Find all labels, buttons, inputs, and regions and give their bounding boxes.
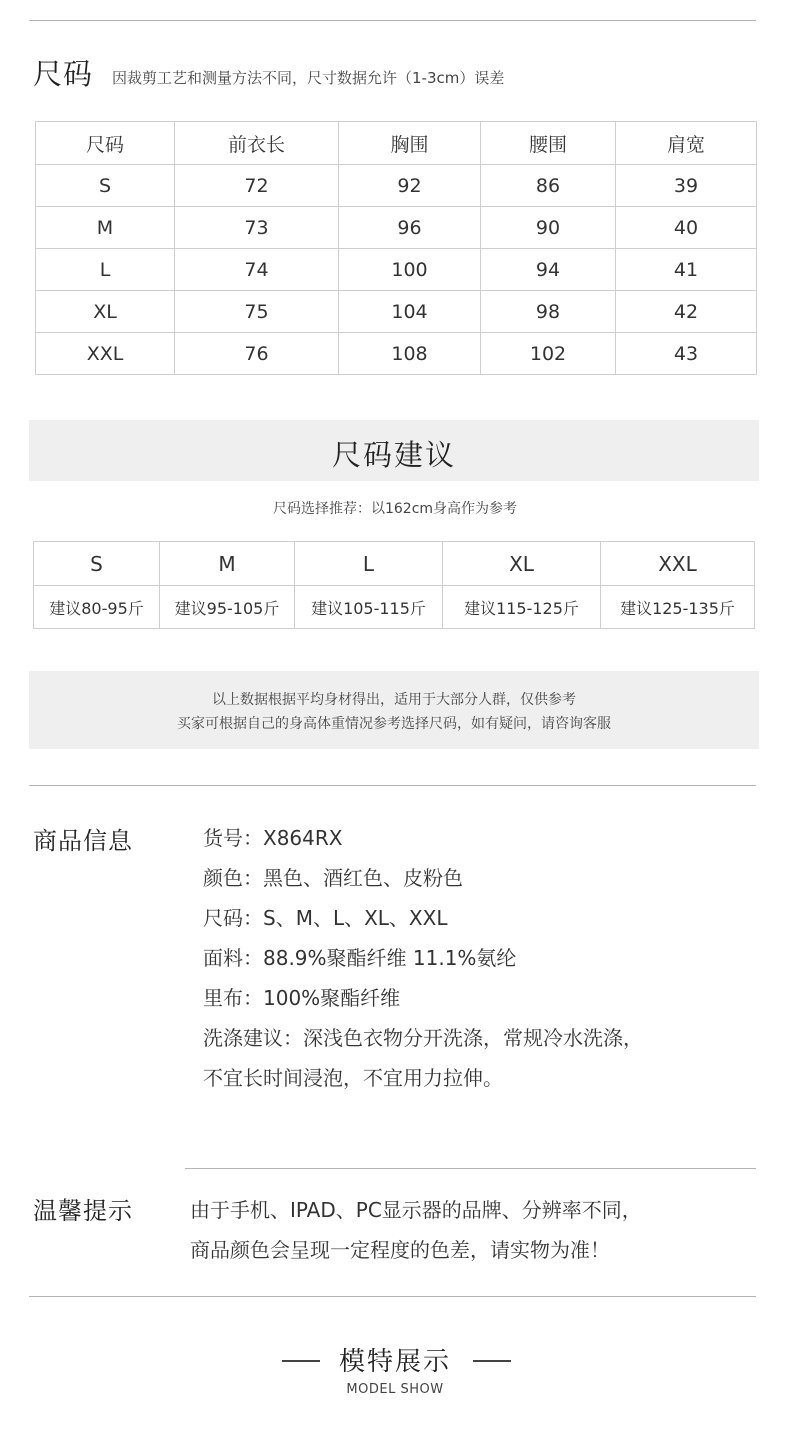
size-cell: M xyxy=(160,542,295,586)
table-cell: 98 xyxy=(481,291,616,333)
table-cell: 102 xyxy=(481,333,616,375)
recommendation-title: 尺码建议 xyxy=(331,438,456,472)
tips-label: 温馨提示 xyxy=(33,1197,133,1225)
product-info-list xyxy=(203,824,643,1104)
product-info-item: 颜色：黑色、酒红色、皮粉色 xyxy=(203,866,463,890)
table-cell: 40 xyxy=(616,207,757,249)
product-info-item: 洗涤建议：深浅色衣物分开洗涤，常规冷水洗涤， xyxy=(203,1026,643,1050)
table-row xyxy=(36,249,757,291)
table-cell: 75 xyxy=(175,291,339,333)
tips-divider xyxy=(185,1168,756,1169)
table-cell: S xyxy=(36,165,175,207)
weight-cell: 建议95-105斤 xyxy=(160,586,295,629)
table-row xyxy=(36,333,757,375)
weight-cell: 建议105-115斤 xyxy=(295,586,443,629)
table-cell: XL xyxy=(36,291,175,333)
recommendation-banner xyxy=(29,420,759,481)
size-chart-note: 因裁剪工艺和测量方法不同，尺寸数据允许（1-3cm）误差 xyxy=(112,69,505,87)
size-chart-title: 尺码 xyxy=(33,57,94,91)
size-cell: XL xyxy=(443,542,601,586)
product-info-item: 面料：88.9%聚酯纤维 11.1%氨纶 xyxy=(203,946,517,970)
table-cell: 42 xyxy=(616,291,757,333)
recommendation-subtitle: 尺码选择推荐：以162cm身高作为参考 xyxy=(272,501,518,517)
table-cell: 74 xyxy=(175,249,339,291)
size-cell: L xyxy=(295,542,443,586)
table-cell: 92 xyxy=(339,165,481,207)
product-info-item: 货号：X864RX xyxy=(203,826,343,850)
title-dash-right xyxy=(473,1360,511,1362)
table-cell: 73 xyxy=(175,207,339,249)
table-cell: 43 xyxy=(616,333,757,375)
header-cell: 胸围 xyxy=(339,122,481,165)
recommendation-table xyxy=(33,541,755,629)
table-cell: 86 xyxy=(481,165,616,207)
product-info-label: 商品信息 xyxy=(33,827,133,855)
size-chart-table xyxy=(35,121,757,375)
table-cell: 72 xyxy=(175,165,339,207)
table-cell: 104 xyxy=(339,291,481,333)
weight-cell: 建议115-125斤 xyxy=(443,586,601,629)
size-cell: S xyxy=(34,542,160,586)
table-cell: M xyxy=(36,207,175,249)
size-cell: XXL xyxy=(601,542,755,586)
recommendation-weight-row xyxy=(34,586,755,629)
product-info-item: 里布：100%聚酯纤维 xyxy=(203,986,401,1010)
product-info-item: 不宜长时间浸泡，不宜用力拉伸。 xyxy=(203,1066,503,1090)
model-show-title: 模特展示 xyxy=(338,1347,451,1377)
size-chart-header-row xyxy=(36,122,757,165)
header-cell: 肩宽 xyxy=(616,122,757,165)
table-row xyxy=(36,207,757,249)
table-row xyxy=(36,165,757,207)
model-show-subtitle: MODEL SHOW xyxy=(346,1382,444,1397)
disclaimer-line: 买家可根据自己的身高体重情况参考选择尺码，如有疑问，请咨询客服 xyxy=(177,716,611,732)
tips-line: 由于手机、IPAD、PC显示器的品牌、分辨率不同， xyxy=(190,1198,642,1222)
table-cell: 76 xyxy=(175,333,339,375)
table-cell: 100 xyxy=(339,249,481,291)
disclaimer-box xyxy=(29,671,759,749)
table-cell: XXL xyxy=(36,333,175,375)
header-cell: 前衣长 xyxy=(175,122,339,165)
table-cell: 41 xyxy=(616,249,757,291)
table-cell: 39 xyxy=(616,165,757,207)
tips-line: 商品颜色会呈现一定程度的色差，请实物为准！ xyxy=(190,1238,610,1262)
recommendation-size-row xyxy=(34,542,755,586)
table-cell: 90 xyxy=(481,207,616,249)
section-divider xyxy=(29,1296,756,1297)
top-divider xyxy=(29,20,756,21)
weight-cell: 建议80-95斤 xyxy=(34,586,160,629)
table-cell: L xyxy=(36,249,175,291)
section-divider xyxy=(29,785,756,786)
table-cell: 94 xyxy=(481,249,616,291)
header-cell: 腰围 xyxy=(481,122,616,165)
product-info-item: 尺码：S、M、L、XL、XXL xyxy=(203,906,448,930)
table-row xyxy=(36,291,757,333)
table-cell: 96 xyxy=(339,207,481,249)
disclaimer-line: 以上数据根据平均身材得出，适用于大部分人群，仅供参考 xyxy=(212,692,576,708)
header-cell: 尺码 xyxy=(36,122,175,165)
weight-cell: 建议125-135斤 xyxy=(601,586,755,629)
table-cell: 108 xyxy=(339,333,481,375)
